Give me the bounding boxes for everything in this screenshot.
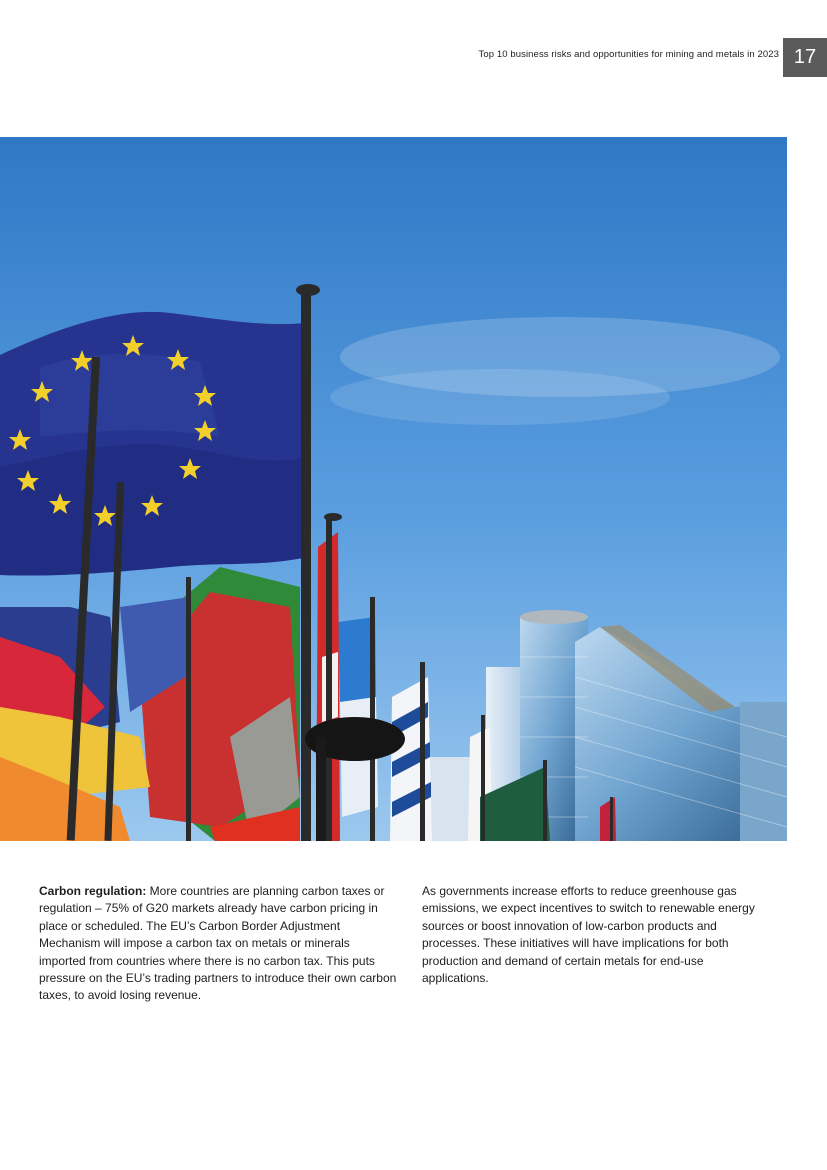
incentives-paragraph: As governments increase efforts to reduce greenhouse gas emissions, we expect incentives to switch to renewable energy sources or boost innovation of low-carbon products and processes. These initiatives will have implications for both production and demand of certain metals for end-use applications.: [422, 884, 755, 986]
carbon-regulation-lead: Carbon regulation:: [39, 884, 147, 898]
running-header: Top 10 business risks and opportunities for mining and metals in 2023: [478, 49, 779, 60]
page-number: 17: [783, 38, 827, 77]
eu-flags-photo: [0, 137, 787, 841]
carbon-regulation-paragraph: [39, 883, 399, 1005]
carbon-regulation-text: More countries are planning carbon taxes or regulation – 75% of G20 markets already have carbon pricing in place or scheduled. The EU’s Carbon Border Adjustment Mechanism will impose a carbon tax on metals or minerals imported from countries where there is no carbon tax. This puts pressure on the EU’s trading partners to introduce their own carbon taxes, to avoid losing revenue.: [39, 884, 397, 1003]
